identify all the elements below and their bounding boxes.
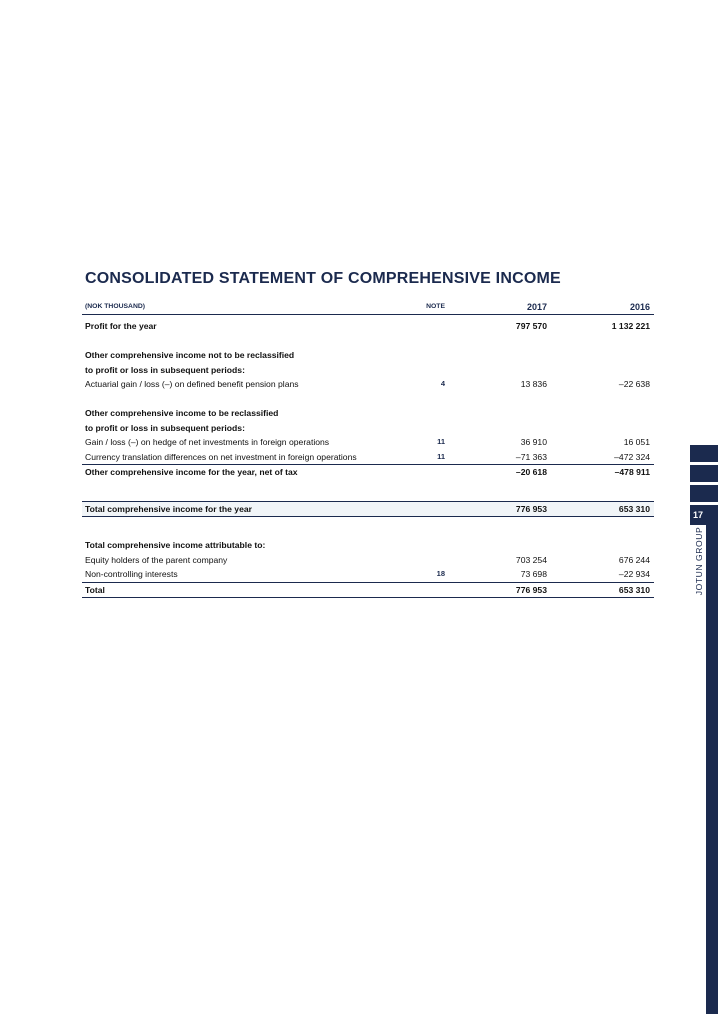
total-comprehensive-income-row: Total comprehensive income for the year 776 953 653 310 <box>82 501 654 518</box>
table-header <box>82 300 654 315</box>
oci-total-row: Other comprehensive income for the year, net of tax –20 618 –478 911 <box>85 467 650 477</box>
currency-row: Currency translation differences on net investment in foreign operations 11 –71 363 –472 324 <box>82 450 654 466</box>
non-controlling-row: Non-controlling interests 18 73 698 –22 934 <box>82 567 654 583</box>
year-2016-header: 2016 <box>629 302 650 312</box>
profit-row: Profit for the year 797 570 1 132 221 <box>85 321 650 331</box>
section-tab <box>690 445 718 462</box>
attributable-heading: Total comprehensive income attributable to: <box>85 540 266 550</box>
total-row: Total 776 953 653 310 <box>82 583 654 599</box>
section-heading: to profit or loss in subsequent periods: <box>85 422 245 433</box>
income-statement-table <box>82 300 654 598</box>
section-heading: Other comprehensive income not to be reclassified <box>85 350 295 360</box>
section-heading: to profit or loss in subsequent periods: <box>85 364 245 375</box>
equity-holders-row: Equity holders of the parent company 703 254 676 244 <box>85 554 650 565</box>
actuarial-row: Actuarial gain / loss (–) on defined benefit pension plans 4 13 836 –22 638 <box>85 379 650 389</box>
section-tab <box>690 465 718 482</box>
section-tab <box>690 485 718 502</box>
section-heading: Other comprehensive income to be reclassified <box>85 408 279 418</box>
year-2017-header: 2017 <box>526 302 547 312</box>
hedge-row: Gain / loss (–) on hedge of net investments in foreign operations 11 36 910 16 051 <box>85 437 650 447</box>
page-number: 17 <box>692 510 703 520</box>
note-header: NOTE <box>426 303 445 310</box>
company-label: JOTUN GROUP <box>694 526 704 596</box>
sidebar-bar <box>706 505 718 1014</box>
page-title: CONSOLIDATED STATEMENT OF COMPREHENSIVE INCOME <box>85 270 561 287</box>
unit-label: (NOK THOUSAND) <box>85 303 146 310</box>
